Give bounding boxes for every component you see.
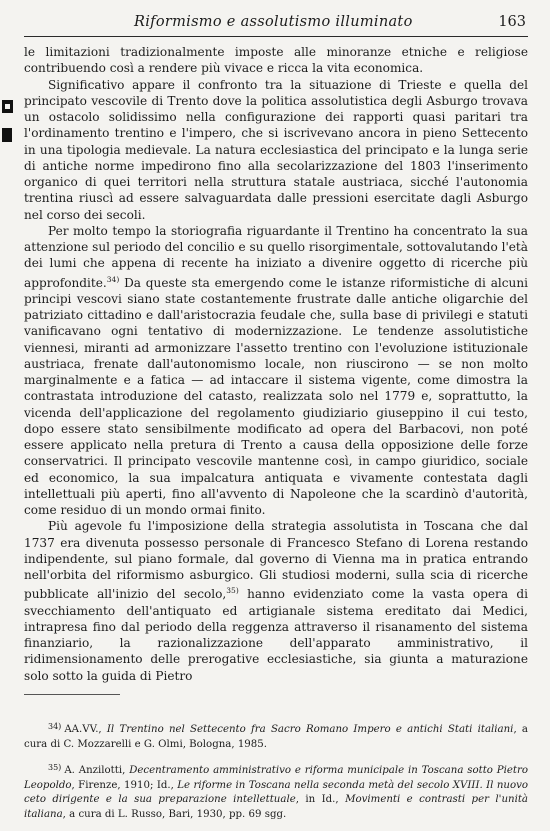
footnote-title: Decentramento amministrativo e riforma municipale in Toscana sotto Pietro Leopoldo xyxy=(24,765,528,791)
footnotes xyxy=(24,720,528,831)
paragraph-text: hanno evidenziato come la vasta opera di svecchiamento dell'antiquato ed artigianale sistema ereditato dai Medici, intrapresa fino dal periodo della reggenza attraverso il risanamento del sistema finanziario, la razionalizzazione dell'apparato amministrativo, il ridimensionamento delle prerogative ecclesiastiche, sia giunta a maturazione solo sotto la guida di Pietro xyxy=(24,587,529,683)
footnote-divider xyxy=(24,694,120,695)
page-number: 163 xyxy=(498,14,526,30)
footnote-text: , in Id., xyxy=(295,794,346,805)
paragraph xyxy=(24,518,528,684)
footnote-text: , a cura di C. Mozzarelli e G. Olmi, Bologna, 1985. xyxy=(24,724,528,750)
body-text xyxy=(24,44,528,684)
footnote-title: Movimenti e contrasti per l'unità italiana xyxy=(24,794,528,820)
footnote-text: , a cura di L. Russo, Bari, 1930, pp. 69 sgg. xyxy=(62,808,287,820)
footnote-number: 34) xyxy=(48,722,62,731)
footnote-number: 35) xyxy=(48,763,62,772)
footnote-reference: 34) xyxy=(106,274,120,284)
paragraph: le limitazioni tradizionalmente imposte alle minoranze etniche e religiose contribuendo così a rendere più vivace e ricca la vita economica. xyxy=(24,45,528,76)
margin-mark-icon xyxy=(2,128,12,142)
running-header xyxy=(24,10,528,37)
footnote xyxy=(24,720,528,752)
footnote-title: Il Trentino nel Settecento fra Sacro Romano Impero e antichi Stati italiani xyxy=(106,724,514,735)
footnote-reference: 35) xyxy=(226,586,239,596)
paragraph xyxy=(24,223,528,519)
footnote-text: AA.VV., xyxy=(64,724,107,735)
footnote-text: A. Anzilotti, xyxy=(64,765,130,776)
paragraph-text: Da queste sta emergendo come le istanze riformistiche di alcuni principi vescovi siano state costantemente frustrate dalle antiche oligarchie del patriziato cittadino e dall'aristocrazia feudale che, sulla base di privilegi e statuti vanificavano ogni tentativo di modernizzazione. Le tendenze assolutistiche viennesi, miranti ad armonizzare l'assetto trentino con l'evoluzione istituzionale austriaca, frenate dall'autonomismo locale, non riuscirono — se non molto marginalmente e a fatica — ad intaccare il sistema vigente, come dimostra la contrastata introduzione del catasto, realizzata solo nel 1779 e, soprattutto, la vicenda dell'applicazione del regolamento giudiziario giuseppino il cui testo, dopo essere stato sensibilmente modificato ad opera del Barbacovi, non poté essere applicato nella pretura di Trento a causa della opposizione delle forze conservatrici. Il principato vescovile mantenne così, in campo giuridico, sociale ed economico, la sua impalcatura antiquata e vivamente contestata dagli intellettuali più aperti, fino all'avvento di Napoleone che la scardinò d'autorità, come residuo di un mondo ormai finito. xyxy=(24,275,528,517)
footnote-text: , Firenze, 1910; Id., xyxy=(71,779,178,791)
paragraph-text: Per molto tempo la storiografia riguardante il Trentino ha concentrato la sua attenzione sul periodo del concilio e su quello risorgimentale, sottovalutando l'età dei lumi che appena di recente ha iniziato a divenire oggetto di ricerche più approfondite. xyxy=(24,223,528,290)
paragraph: Significativo appare il confronto tra la situazione di Trieste e quella del principato vescovile di Trento dove la politica assolutistica degli Asburgo trovava un ostacolo solidissimo nella configurazione dei rapporti quasi paritari tra l'ordinamento trentino e l'impero, che si iscrivevano ancora in pieno Settecento in una tipologia medievale. La natura ecclesiastica del principato e la lunga serie di antiche norme impedirono fino alla secolarizzazione del 1803 l'inserimento organico di quei territori nella struttura statale austriaca, sicché l'autonomia trentina riuscì ad essere salvaguardata dalle pressioni esercitate dagli Asburgo nel corso dei secoli. xyxy=(24,77,528,222)
footnote xyxy=(24,761,528,822)
paragraph-text: Più agevole fu l'imposizione della strategia assolutista in Toscana che dal 1737 era divenuta possesso personale di Francesco Stefano di Lorena restando indipendente, sul piano formale, dal governo di Vienna ma in pratica entrando nell'orbita del riformismo asburgico. Gli studiosi moderni, sulla scia di ricerche pubblicate all'inizio del secolo, xyxy=(24,519,528,602)
margin-mark-icon xyxy=(2,100,13,113)
running-title: Riformismo e assolutismo illuminato xyxy=(134,14,413,30)
footnote-title: Le riforme in Toscana nella seconda metà del secolo XVIII. Il nuovo ceto dirigente e la sua preparazione intellettuale xyxy=(24,779,529,805)
